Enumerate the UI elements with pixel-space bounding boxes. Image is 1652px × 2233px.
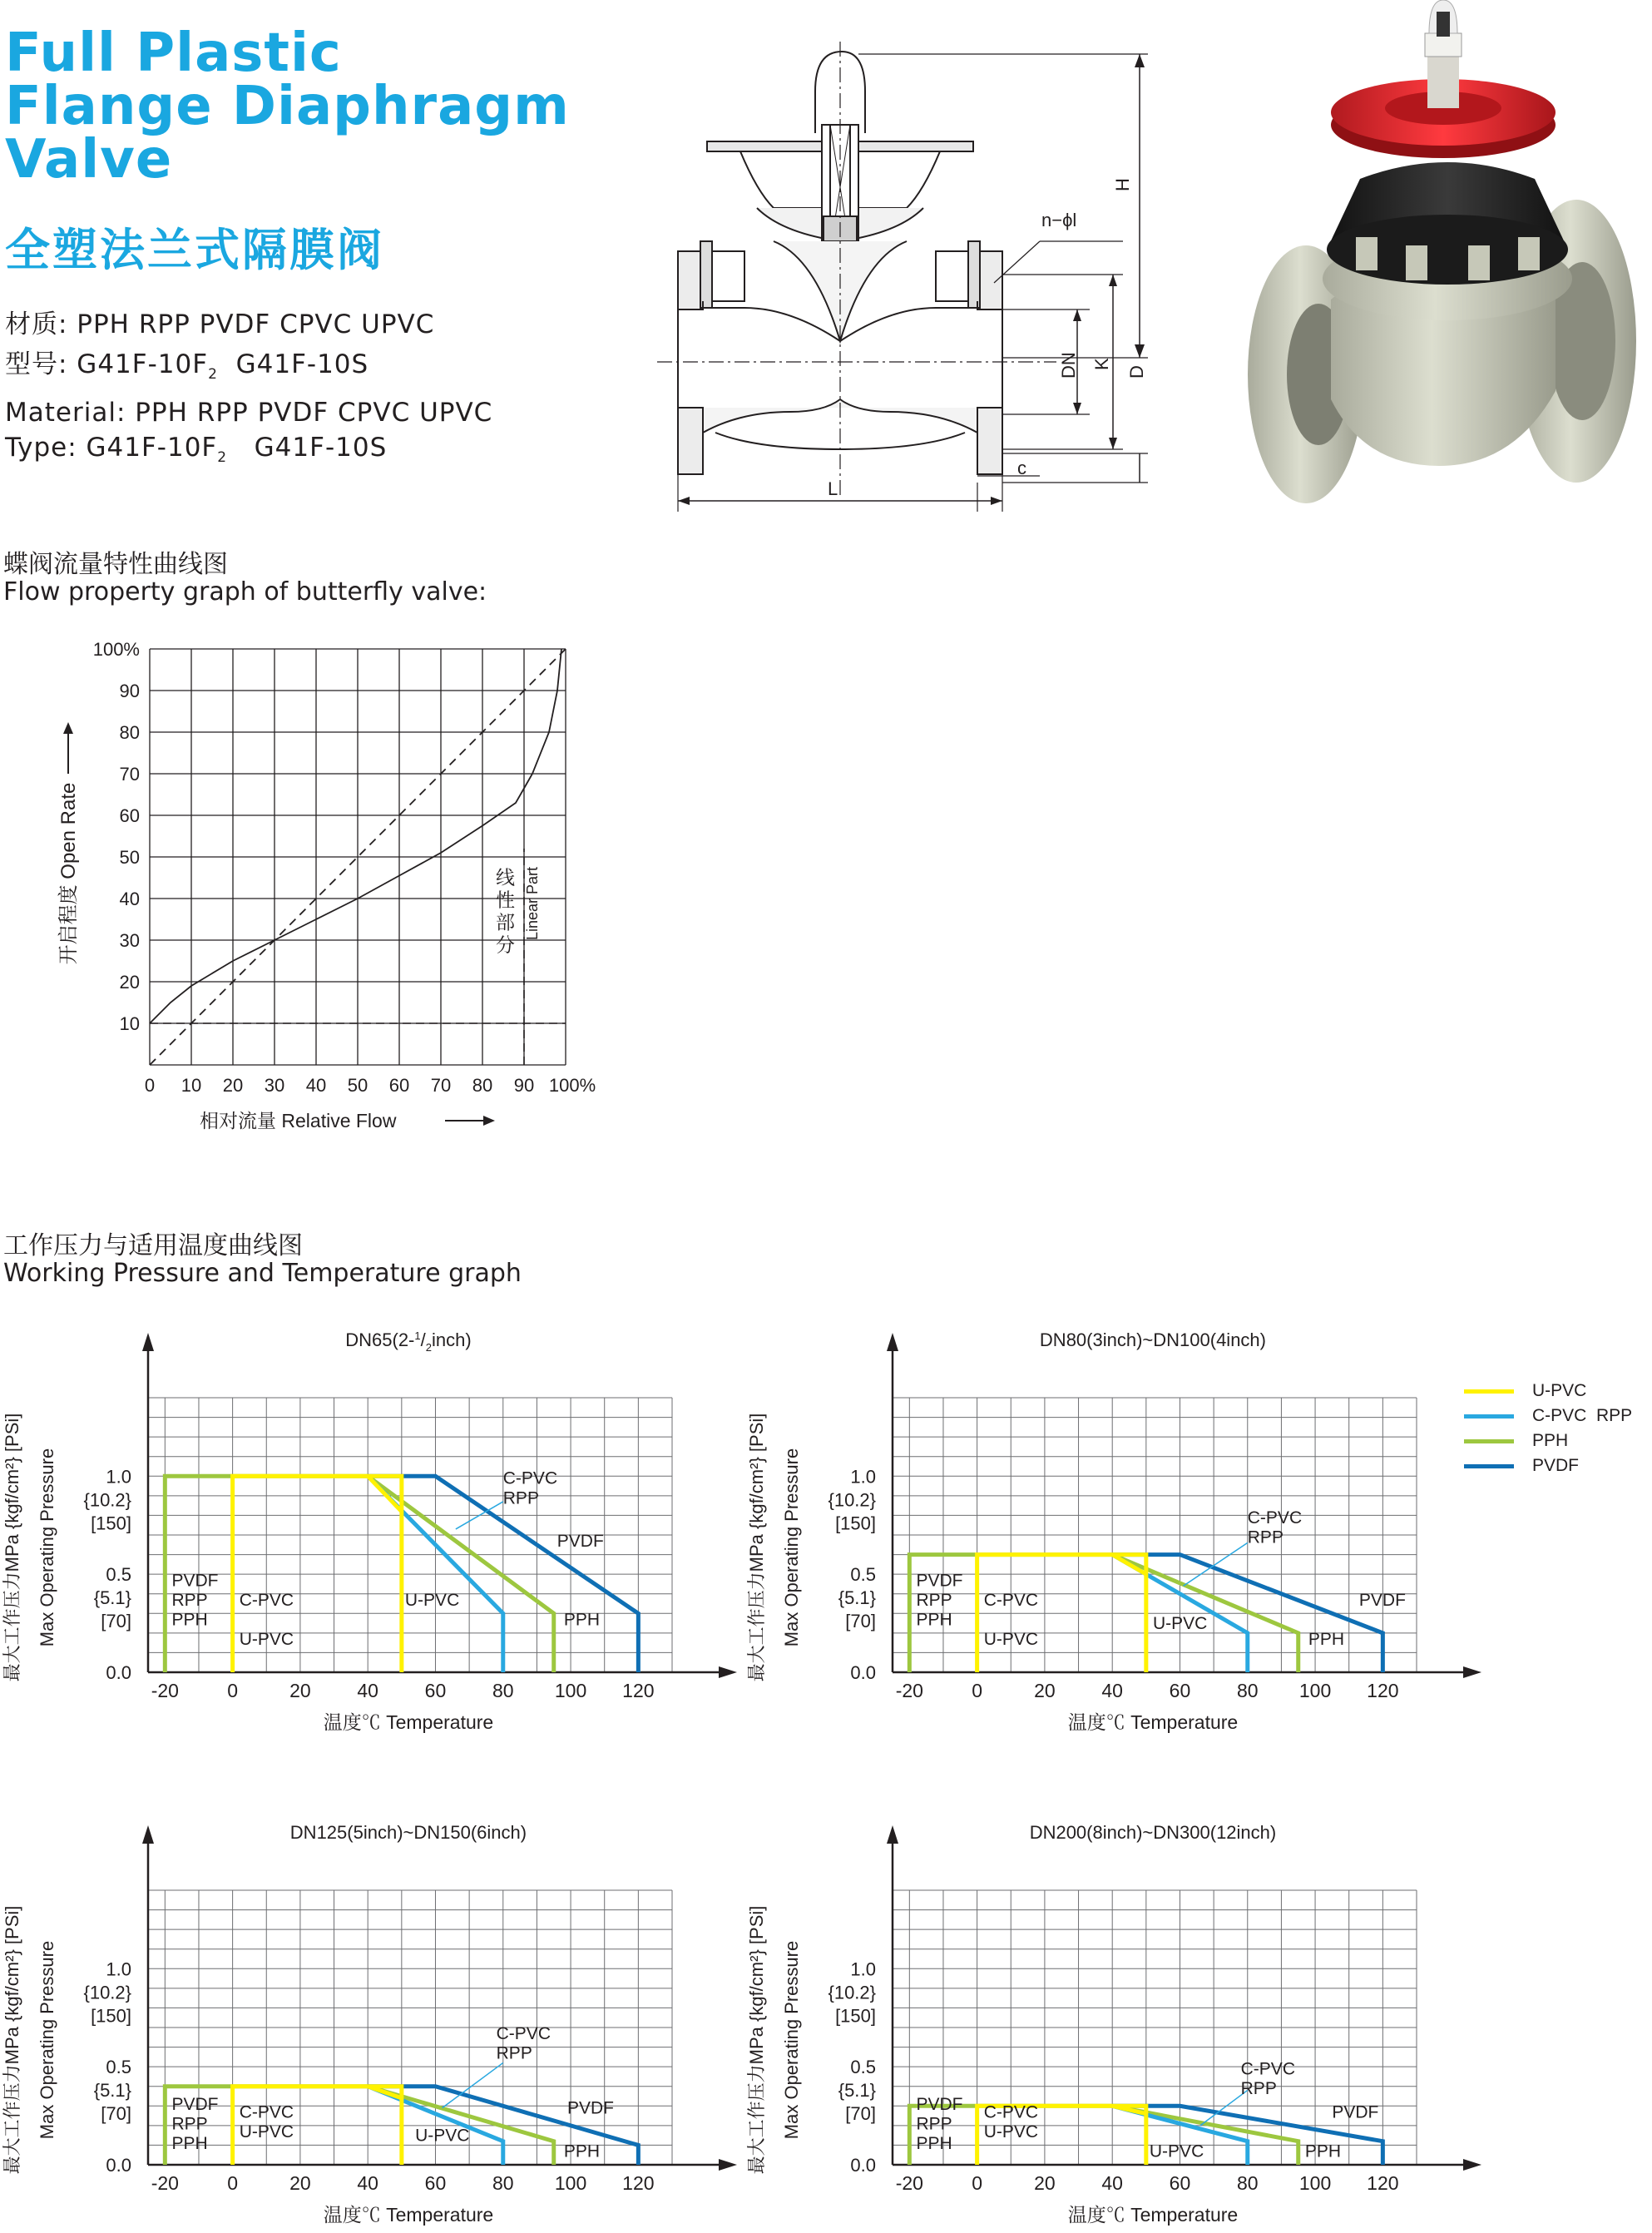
x-tick-label: 40: [1101, 1680, 1123, 1701]
series-label: PPH: [916, 2134, 952, 2154]
x-tick-label: 60: [1169, 2172, 1191, 2194]
x-tick-label: 20: [289, 1680, 311, 1701]
series-label: PVDF: [1332, 2102, 1379, 2122]
valve-cross-section-drawing: [657, 33, 1156, 516]
x-tick-label: 120: [622, 2172, 655, 2194]
series-label: C-PVC: [239, 2102, 294, 2122]
dim-label-n-phi-l: n−ϕl: [1041, 210, 1077, 230]
series-label: RPP: [171, 1590, 208, 1610]
x-axis-label: 相对流量 Relative Flow: [200, 1110, 397, 1131]
series-label: RPP: [171, 2114, 208, 2134]
y-axis-label: 开启程度 Open Rate: [57, 782, 80, 965]
y-axis-arrowhead: [887, 1825, 898, 1844]
x-tick-label: 120: [1367, 1680, 1399, 1701]
product-title: [5, 22, 570, 191]
title-line: Valve: [5, 129, 173, 191]
series-label: C-PVC: [983, 1590, 1039, 1610]
series-label: PPH: [171, 2134, 208, 2154]
x-tick-label: 80: [492, 2172, 514, 2194]
x-tick-label: 0: [972, 1680, 983, 1701]
dim-label-l: L: [828, 478, 838, 499]
product-title-zh: 全塑法兰式隔膜阀: [5, 224, 384, 276]
y-tick-label: {10.2}: [828, 1982, 876, 2003]
x-tick-label: -20: [151, 1680, 179, 1701]
series-label: C-PVC: [239, 1590, 294, 1610]
x-axis-arrowhead: [1463, 1666, 1481, 1678]
y-tick-label: 1.0: [850, 1958, 876, 1980]
chart-title: $DN65(2-^1/_2inch)$: [345, 1329, 472, 1354]
series-label: C-PVC: [1240, 2059, 1295, 2079]
x-tick-label: 100: [1298, 2172, 1332, 2194]
chart-title: DN80(3inch)~DN100(4inch): [1039, 1329, 1267, 1350]
y-tick-label: 0.5: [850, 1564, 876, 1586]
type-zh-suffix: G41F-10S: [217, 349, 369, 379]
legend-swatch: [1464, 1439, 1514, 1443]
type-zh: [5, 343, 368, 383]
x-tick-label: 60: [388, 1075, 410, 1096]
series-label: RPP: [496, 2043, 532, 2063]
title-sub: 2: [425, 1341, 432, 1354]
legend: [1464, 1379, 1647, 1478]
y-tick-label: [70]: [101, 1611, 131, 1632]
series-label: PVDF: [1358, 1590, 1406, 1610]
series-label: PPH: [563, 1610, 601, 1630]
x-tick-label: 60: [424, 1680, 447, 1701]
series-label: PPH: [916, 1610, 952, 1630]
x-tick-label: 20: [1034, 1680, 1056, 1701]
y-tick-label: 1.0: [106, 1958, 131, 1980]
x-tick-label: 90: [513, 1075, 535, 1096]
x-axis-arrowhead: [1463, 2159, 1481, 2171]
y-tick-label: 100%: [92, 639, 140, 660]
x-axis-label: 温度℃ Temperature: [323, 1711, 494, 1733]
y-axis-label-zh: 最大工作压力MPa {kgf/cm²} [PSi]: [746, 1413, 767, 1682]
series-label: U-PVC: [404, 1590, 460, 1610]
y-axis-arrowhead: [887, 1333, 898, 1351]
y-tick-label: 20: [119, 972, 140, 993]
series-label: C-PVC: [502, 1468, 558, 1488]
x-tick-label: 70: [430, 1075, 452, 1096]
y-tick-label: 50: [119, 847, 140, 868]
series-label: PVDF: [171, 1571, 219, 1591]
y-tick-label: 30: [119, 930, 140, 951]
pt-chart-dn125-dn150: [0, 1815, 732, 2231]
x-tick-label: 80: [1236, 2172, 1259, 2194]
legend-item: [1464, 1428, 1647, 1453]
x-tick-label: 60: [1169, 1680, 1191, 1701]
series-line-u-pvc: [368, 1476, 402, 1511]
y-tick-label: 0.5: [850, 2057, 876, 2078]
dim-label-k: K: [1091, 358, 1112, 370]
flow-heading-en: Flow property graph of butterfly valve:: [3, 577, 487, 607]
y-tick-label: 80: [119, 722, 140, 743]
chart-title: DN200(8inch)~DN300(12inch): [1029, 1822, 1277, 1843]
pt-chart-dn200-dn300: [744, 1815, 1476, 2231]
linear-part-label-zh: 分: [496, 933, 515, 956]
series-label: RPP: [1240, 2079, 1277, 2099]
y-tick-label: 0.5: [106, 1564, 131, 1586]
material-en: Material: PPH RPP PVDF CPVC UPVC: [5, 398, 493, 428]
y-tick-label: 10: [119, 1013, 140, 1034]
y-tick-label: {10.2}: [828, 1489, 876, 1511]
x-axis-label: 温度℃ Temperature: [323, 2204, 494, 2226]
y-axis-label-zh: 最大工作压力MPa {kgf/cm²} [PSi]: [746, 1905, 767, 2175]
dim-label-c: c: [1017, 458, 1026, 478]
y-tick-label: 0.0: [850, 1662, 876, 1683]
y-axis-label-en: Max Operating Pressure: [37, 1448, 57, 1647]
y-tick-label: 40: [119, 889, 140, 909]
linear-part-label-zh: 部: [496, 911, 515, 933]
y-tick-label: [70]: [845, 1611, 876, 1632]
legend-item: [1464, 1453, 1647, 1478]
label-leader: [1184, 1542, 1248, 1586]
series-label: U-PVC: [1149, 2141, 1204, 2161]
series-label: RPP: [916, 2114, 952, 2134]
dim-label-d: D: [1126, 365, 1147, 379]
x-tick-label: 20: [1034, 2172, 1056, 2194]
y-axis-label-zh: 最大工作压力MPa {kgf/cm²} [PSi]: [2, 1413, 22, 1682]
title-line: Full Plastic: [5, 22, 342, 84]
y-tick-label: {10.2}: [83, 1982, 131, 2003]
x-tick-label: -20: [895, 2172, 923, 2194]
x-tick-label: 30: [264, 1075, 285, 1096]
series-label: PVDF: [171, 2095, 219, 2114]
x-tick-label: 40: [357, 2172, 378, 2194]
linear-part-label-zh: 线: [496, 866, 515, 889]
series-label: RPP: [1247, 1527, 1284, 1547]
y-tick-label: [150]: [91, 2005, 131, 2027]
title-tail: inch): [431, 1329, 472, 1350]
pt-heading-zh: 工作压力与适用温度曲线图: [3, 1231, 303, 1260]
series-label: PPH: [171, 1610, 208, 1630]
type-zh-prefix: 型号: G41F-10F: [5, 349, 209, 379]
x-tick-label: 0: [227, 1680, 239, 1701]
x-axis-label: 温度℃ Temperature: [1067, 1711, 1239, 1733]
y-tick-label: [150]: [835, 2005, 876, 2027]
title-sup: 1: [414, 1329, 421, 1342]
x-tick-label: 40: [1101, 2172, 1123, 2194]
x-axis-label: 温度℃ Temperature: [1067, 2204, 1239, 2226]
series-label: U-PVC: [415, 2126, 470, 2146]
dim-label-dn: DN: [1058, 352, 1079, 379]
x-tick-label: 0: [144, 1075, 156, 1096]
series-label: PVDF: [556, 1532, 604, 1552]
x-tick-label: 10: [181, 1075, 202, 1096]
x-tick-label: 80: [1236, 1680, 1259, 1701]
y-tick-label: {5.1}: [93, 2080, 131, 2102]
pt-heading-en: Working Pressure and Temperature graph: [3, 1259, 522, 1288]
dim-label-h: H: [1112, 178, 1133, 191]
x-tick-label: -20: [895, 1680, 923, 1701]
series-label: C-PVC: [496, 2024, 551, 2044]
x-tick-label: 120: [622, 1680, 655, 1701]
series-label: RPP: [916, 1590, 952, 1610]
x-tick-label: 80: [472, 1075, 493, 1096]
x-tick-label: 20: [222, 1075, 244, 1096]
legend-item: [1464, 1379, 1647, 1404]
series-label: PVDF: [916, 1571, 963, 1591]
legend-swatch: [1464, 1414, 1514, 1419]
x-tick-label: -20: [151, 2172, 179, 2194]
flow-property-chart: [50, 632, 616, 1140]
series-label: U-PVC: [239, 1630, 294, 1649]
x-tick-label: 0: [227, 2172, 239, 2194]
y-tick-label: 90: [119, 681, 140, 701]
series-label: C-PVC: [1247, 1508, 1303, 1527]
y-tick-label: [70]: [101, 2103, 131, 2125]
y-axis-label-en: Max Operating Pressure: [781, 1940, 802, 2140]
title-slash: /: [420, 1329, 426, 1350]
legend-label: C-PVC RPP: [1532, 1406, 1633, 1425]
y-axis-label-en: Max Operating Pressure: [37, 1940, 57, 2140]
series-label: U-PVC: [239, 2122, 294, 2141]
x-axis-arrowhead: [719, 2159, 737, 2171]
x-tick-label: 20: [289, 2172, 311, 2194]
y-tick-label: 1.0: [850, 1466, 876, 1488]
y-tick-label: [150]: [835, 1513, 876, 1534]
y-tick-label: {5.1}: [838, 2080, 876, 2102]
series-label: U-PVC: [983, 1630, 1039, 1649]
y-axis-arrowhead: [142, 1333, 154, 1351]
series-label: U-PVC: [983, 2122, 1039, 2141]
y-tick-label: 0.0: [106, 1662, 131, 1683]
y-tick-label: 0.0: [106, 2155, 131, 2176]
series-line-u-pvc: [1112, 1555, 1146, 1575]
x-tick-label: 100%: [548, 1075, 596, 1096]
linear-part-label-zh: 性: [496, 889, 515, 911]
valve-product-photo: [1239, 0, 1647, 499]
chart-title: DN125(5inch)~DN150(6inch): [289, 1822, 527, 1843]
series-label: RPP: [502, 1488, 539, 1508]
legend-swatch: [1464, 1464, 1514, 1468]
series-label: PPH: [1308, 1630, 1345, 1649]
series-label: PVDF: [916, 2095, 963, 2114]
legend-label: PPH: [1532, 1431, 1569, 1450]
y-tick-label: [70]: [845, 2103, 876, 2125]
y-tick-label: {5.1}: [93, 1587, 131, 1609]
flow-heading-zh: 蝶阀流量特性曲线图: [3, 550, 228, 579]
pt-chart-dn65: [0, 1323, 732, 1755]
legend-item: [1464, 1404, 1647, 1428]
flow-curve: [150, 649, 561, 1023]
x-tick-label: 50: [347, 1075, 368, 1096]
linear-part-label-en: Linear Part: [524, 866, 541, 940]
series-label: PPH: [1304, 2141, 1342, 2161]
y-axis-arrowhead: [63, 722, 73, 734]
y-axis-arrowhead: [142, 1825, 154, 1844]
y-tick-label: 0.5: [106, 2057, 131, 2078]
series-label: PVDF: [567, 2098, 615, 2118]
type-en-sub: 2: [217, 449, 228, 467]
y-tick-label: {10.2}: [83, 1489, 131, 1511]
x-tick-label: 0: [972, 2172, 983, 2194]
legend-label: PVDF: [1532, 1456, 1580, 1475]
legend-label: U-PVC: [1532, 1381, 1587, 1400]
type-en: [5, 433, 387, 466]
type-en-suffix: G41F-10S: [227, 433, 388, 463]
y-tick-label: 70: [119, 764, 140, 785]
x-tick-label: 40: [357, 1680, 378, 1701]
series-label: C-PVC: [983, 2102, 1039, 2122]
legend-swatch: [1464, 1389, 1514, 1394]
title-line: Flange Diaphragm: [5, 76, 570, 137]
y-tick-label: {5.1}: [838, 1587, 876, 1609]
y-tick-label: 0.0: [850, 2155, 876, 2176]
x-axis-arrowhead: [719, 1666, 737, 1678]
x-tick-label: 80: [492, 1680, 514, 1701]
x-tick-label: 60: [424, 2172, 447, 2194]
series-label: U-PVC: [1152, 1614, 1208, 1634]
y-axis-label-zh: 最大工作压力MPa {kgf/cm²} [PSi]: [2, 1905, 22, 2175]
type-en-prefix: Type: G41F-10F: [5, 433, 218, 463]
x-tick-label: 100: [554, 1680, 587, 1701]
y-tick-label: 1.0: [106, 1466, 131, 1488]
series-label: PPH: [563, 2141, 601, 2161]
pt-chart-dn80-dn100: [744, 1323, 1476, 1755]
x-axis-arrowhead: [483, 1116, 495, 1126]
x-tick-label: 40: [305, 1075, 327, 1096]
x-tick-label: 100: [554, 2172, 587, 2194]
material-zh: 材质: PPH RPP PVDF CPVC UPVC: [5, 309, 435, 339]
x-tick-label: 100: [1298, 1680, 1332, 1701]
y-tick-label: 60: [119, 805, 140, 826]
y-axis-label-en: Max Operating Pressure: [781, 1448, 802, 1647]
type-zh-sub: 2: [208, 366, 218, 384]
x-tick-label: 120: [1367, 2172, 1399, 2194]
y-tick-label: [150]: [91, 1513, 131, 1534]
